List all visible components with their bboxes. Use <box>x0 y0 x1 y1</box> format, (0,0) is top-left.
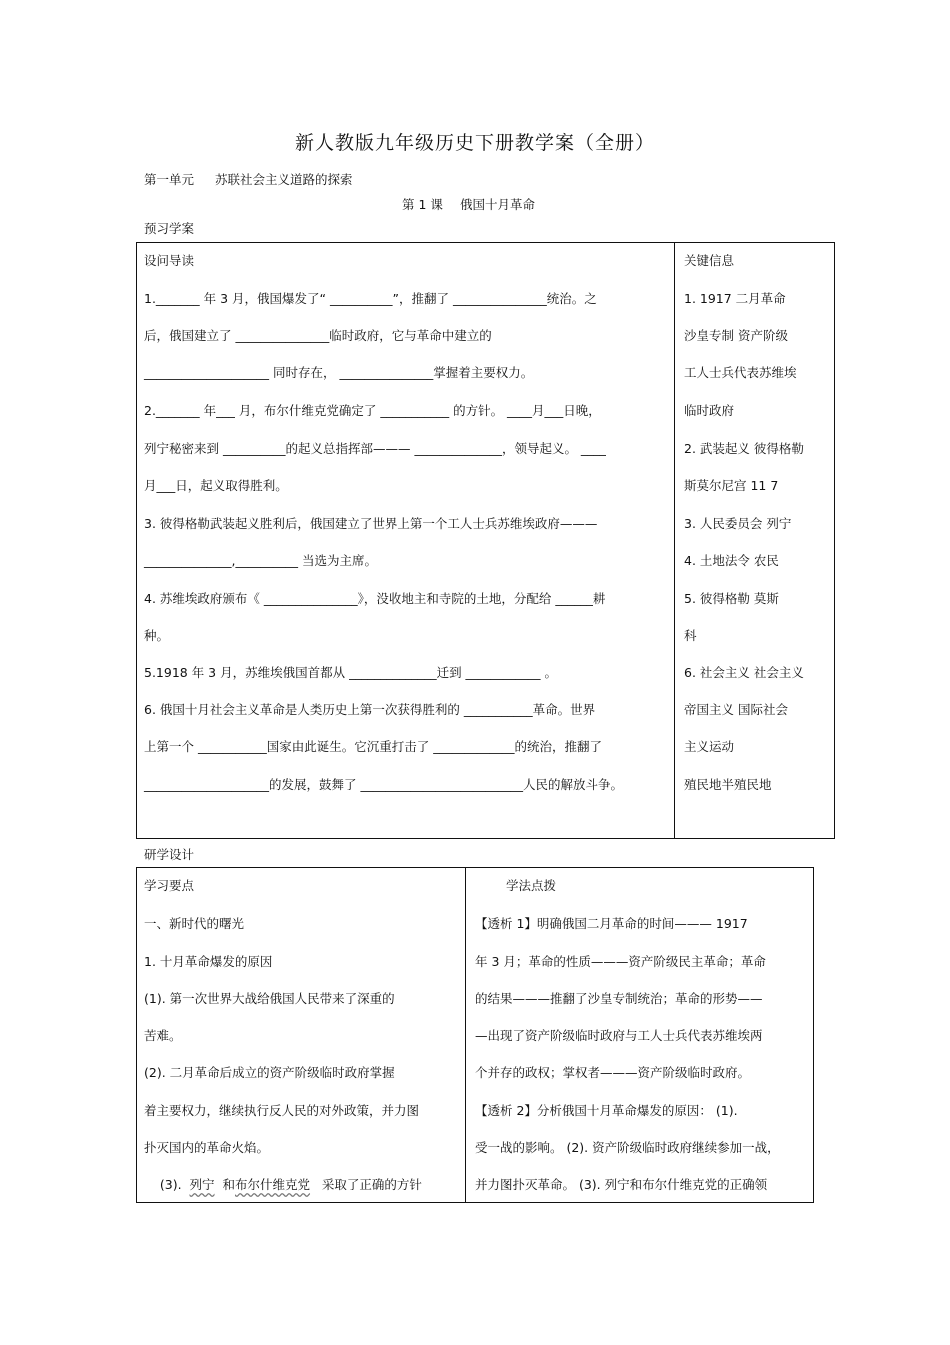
question-line: 4. 苏维埃政府颁布《 _______________》，没收地主和寺院的土地，分配给 ______耕 <box>144 591 606 606</box>
study-point-mid: 和 <box>214 1177 235 1192</box>
question-line: ____________________ 同时存在， _______________掌握着主要权力。 <box>144 365 534 380</box>
method-tip-line: —出现了资产阶级临时政府与工人士兵代表苏维埃两 <box>475 1028 763 1043</box>
method-tip-line: 的结果———推翻了沙皇专制统治；革命的形势—— <box>475 991 763 1006</box>
study-point-line: (2). 二月革命后成立的资产阶级临时政府掌握 <box>144 1065 395 1080</box>
method-tip-line: 年 3 月；革命的性质———资产阶级民主革命；革命 <box>475 954 766 969</box>
wavy-underlined-term: 列宁 <box>189 1177 215 1192</box>
study-point-line: 一、新时代的曙光 <box>144 916 245 931</box>
study-point-line <box>144 1175 422 1193</box>
lesson-name: 俄国十月革命 <box>460 197 536 212</box>
key-info-line: 2. 武装起义 彼得格勒 <box>684 441 804 456</box>
method-tip-line: 个并存的政权；掌权者———资产阶级临时政府。 <box>475 1065 751 1080</box>
method-tip-line: 并力图扑灭革命。 (3). 列宁和布尔什维克党的正确领 <box>475 1177 768 1192</box>
question-line: ______________,__________ 当选为主席。 <box>144 553 377 568</box>
research-heading: 研学设计 <box>144 847 195 862</box>
question-line: 种。 <box>144 628 170 643</box>
key-info-line: 5. 彼得格勒 莫斯 <box>684 591 779 606</box>
preview-right-header: 关键信息 <box>684 253 735 268</box>
key-info-line: 帝国主义 国际社会 <box>684 702 788 717</box>
key-info-line: 科 <box>684 628 697 643</box>
key-info-line: 4. 土地法令 农民 <box>684 553 779 568</box>
preview-divider <box>674 242 675 839</box>
method-tip-line: 【透析 1】明确俄国二月革命的时间——— 1917 <box>475 916 748 931</box>
key-info-line: 3. 人民委员会 列宁 <box>684 516 792 531</box>
question-line: 月___日，起义取得胜利。 <box>144 478 288 493</box>
study-point-line: 扑灭国内的革命火焰。 <box>144 1140 270 1155</box>
key-info-line: 6. 社会主义 社会主义 <box>684 665 804 680</box>
study-point-line: 着主要权力，继续执行反人民的对外政策，并力图 <box>144 1103 420 1118</box>
research-right-header: 学法点拨 <box>506 878 557 893</box>
question-line: 列宁秘密来到 __________的起义总指挥部——— ______________，领导起义。 ____ <box>144 441 606 456</box>
preview-left-header: 设问导读 <box>144 253 195 268</box>
key-info-line: 工人士兵代表苏维埃 <box>684 365 797 380</box>
question-line: 3. 彼得格勒武装起义胜利后，俄国建立了世界上第一个工人士兵苏维埃政府——— <box>144 516 598 531</box>
study-point-suffix: 采取了正确的方针 <box>310 1177 422 1192</box>
study-point-prefix: (3). <box>144 1177 190 1192</box>
key-info-line: 主义运动 <box>684 739 735 754</box>
question-line: ____________________的发展，鼓舞了 __________________________人民的解放斗争。 <box>144 777 623 792</box>
preview-heading: 预习学案 <box>144 221 195 236</box>
key-info-line: 沙皇专制 资产阶级 <box>684 328 788 343</box>
page-title: 新人教版九年级历史下册教学案（全册） <box>294 132 655 154</box>
research-divider <box>465 867 466 1203</box>
question-line: 1._______ 年 3 月，俄国爆发了“ __________”，推翻了 _______________统治。之 <box>144 291 597 306</box>
unit-label: 第一单元 <box>144 172 195 187</box>
key-info-line: 殖民地半殖民地 <box>684 777 772 792</box>
question-line: 2._______ 年___ 月，布尔什维克党确定了 ___________ 的方针。 ____月___日晚， <box>144 403 601 418</box>
question-line: 5.1918 年 3 月，苏维埃俄国首都从 ______________迁到 ____________ 。 <box>144 665 558 680</box>
study-point-line: 1. 十月革命爆发的原因 <box>144 954 273 969</box>
question-line: 上第一个 ___________国家由此诞生。它沉重打击了 _____________的统治，推翻了 <box>144 739 602 754</box>
key-info-line: 临时政府 <box>684 403 735 418</box>
study-point-line: (1). 第一次世界大战给俄国人民带来了深重的 <box>144 991 395 1006</box>
question-line: 后，俄国建立了 _______________临时政府，它与革命中建立的 <box>144 328 492 343</box>
lesson-label: 第 1 课 <box>402 197 443 212</box>
study-point-line: 苦难。 <box>144 1028 182 1043</box>
key-info-line: 斯莫尔尼宫 11 7 <box>684 478 779 493</box>
key-info-line: 1. 1917 二月革命 <box>684 291 786 306</box>
method-tip-line: 【透析 2】分析俄国十月革命爆发的原因： (1). <box>475 1103 738 1118</box>
wavy-underlined-term: 布尔什维克党 <box>235 1177 311 1192</box>
research-left-header: 学习要点 <box>144 878 195 893</box>
question-line: 6. 俄国十月社会主义革命是人类历史上第一次获得胜利的 ___________革命。世界 <box>144 702 596 717</box>
method-tip-line: 受一战的影响。 (2). 资产阶级临时政府继续参加一战， <box>475 1140 780 1155</box>
unit-name: 苏联社会主义道路的探索 <box>215 172 353 187</box>
